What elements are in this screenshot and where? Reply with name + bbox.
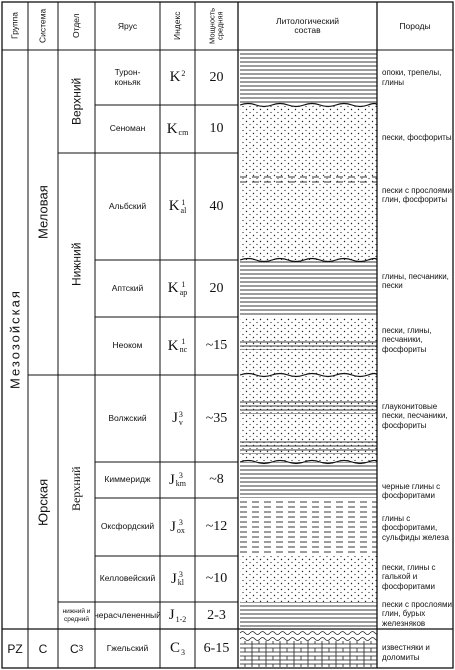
index-sub: nc xyxy=(179,345,188,354)
rocks-cell: глины с фосфоритами, сульфиды железа xyxy=(382,514,449,542)
stage-cell: Аптский xyxy=(111,282,144,293)
rocks-cell: глины, песчаники, пески xyxy=(382,271,449,290)
index-sub: 1-2 xyxy=(175,614,187,624)
thickness-cell: ~12 xyxy=(205,519,228,534)
header-index: Индекс xyxy=(172,11,183,41)
header-group: Группа xyxy=(9,12,20,40)
index-sup: 3 xyxy=(178,518,183,528)
index-suffix xyxy=(176,608,187,623)
stage-cell: Турон-коньяк xyxy=(114,66,141,87)
section-c3: C 3 xyxy=(69,641,84,656)
rocks-cell: опоки, трепелы, глины xyxy=(382,68,442,87)
group-mesozoic: Мезозойская xyxy=(7,289,23,390)
thickness-cell: ~35 xyxy=(205,410,228,426)
index-main: J xyxy=(170,518,176,535)
stage-cell: Гжельский xyxy=(106,642,149,653)
rocks-cell: пески с прослоями глин, фосфориты xyxy=(382,185,452,204)
index-suffix xyxy=(181,199,187,214)
section-lower-cretaceous: Нижний xyxy=(69,242,84,286)
rocks-cell: черные глины с фосфоритами xyxy=(382,481,441,500)
header-rocks: Породы xyxy=(399,20,431,31)
index-suffix xyxy=(179,411,183,426)
thickness-cell: 20 xyxy=(209,69,224,85)
index-sub xyxy=(181,78,185,86)
thickness-cell: ~8 xyxy=(209,472,224,487)
system-jurassic: Юрская xyxy=(35,478,51,526)
stage-cell: нерасчлененный xyxy=(94,609,161,620)
header-thickness: Мощность средняя xyxy=(207,7,225,45)
section-upper-cretaceous: Верхний xyxy=(69,77,84,126)
index-sup: 1 xyxy=(181,197,186,207)
index-suffix xyxy=(177,519,185,534)
index-main: C xyxy=(169,640,180,656)
index-sup: 1 xyxy=(181,279,186,289)
index-main: K xyxy=(169,69,181,85)
index-sup: 3 xyxy=(178,409,183,419)
thickness-cell: 2-3 xyxy=(207,607,226,623)
index-main: J xyxy=(172,410,178,426)
index-main: J xyxy=(168,607,175,623)
index-cell xyxy=(160,105,195,153)
index-sup: 3 xyxy=(178,570,183,580)
system-cretaceous: Меловая xyxy=(35,185,51,240)
rocks-cell: пески, фосфориты xyxy=(382,132,452,142)
rocks-cell: пески, глины с галькой и фосфоритами xyxy=(382,563,436,591)
index-sup: 3 xyxy=(178,471,183,481)
index-sup: 1 xyxy=(181,337,186,347)
index-cell xyxy=(160,602,195,629)
index-suffix xyxy=(181,641,185,656)
rocks-cell: пески с прослоями глин, бурых железняков xyxy=(382,600,452,628)
index-cell xyxy=(160,260,195,317)
index-suffix xyxy=(181,70,185,85)
thickness-cell: ~10 xyxy=(205,571,228,586)
thickness-cell: 10 xyxy=(209,121,224,136)
index-main: K xyxy=(167,280,179,296)
header-system: Система xyxy=(37,8,48,44)
index-cell xyxy=(160,153,195,260)
stage-cell: Сеноман xyxy=(109,123,146,134)
section-lower-middle: нижний и средний xyxy=(62,608,91,623)
index-cell xyxy=(160,556,195,602)
index-sub: kl xyxy=(177,578,185,587)
section-upper-jurassic: Верхний xyxy=(69,466,83,511)
header-section: Отдел xyxy=(71,13,82,39)
index-sub: ap xyxy=(179,287,188,297)
stage-cell: Альбский xyxy=(108,200,147,211)
index-suffix xyxy=(178,571,184,586)
index-sub: al xyxy=(180,205,187,215)
index-main: K xyxy=(167,337,179,354)
system-c: C xyxy=(38,641,48,656)
index-sub: 3 xyxy=(181,647,185,657)
index-suffix xyxy=(180,281,188,296)
index-main: K xyxy=(166,120,178,137)
stage-cell: Киммеридж xyxy=(104,474,151,485)
index-main: J xyxy=(170,570,177,587)
index-cell xyxy=(160,629,195,668)
index-cell xyxy=(160,375,195,462)
header-stage: Ярус xyxy=(117,20,138,31)
rocks-cell: известняки и доломиты xyxy=(382,643,430,662)
thickness-cell: 20 xyxy=(209,280,224,296)
index-cell xyxy=(160,317,195,375)
stage-cell: Неоком xyxy=(112,340,143,351)
group-pz: PZ xyxy=(7,641,23,656)
header-lithology: Литологический состав xyxy=(276,16,339,35)
index-sup: 2 xyxy=(181,68,186,78)
index-sub: km xyxy=(175,479,187,488)
index-cell xyxy=(160,462,195,498)
index-main: J xyxy=(168,471,175,488)
thickness-cell: 40 xyxy=(209,198,224,214)
thickness-cell: ~15 xyxy=(205,338,228,353)
stage-cell: Оксфордский xyxy=(100,521,155,532)
rocks-cell: глауконитовые пески, песчаники, фосфориты xyxy=(382,402,448,430)
rocks-cell: пески, глины, песчаники, фосфориты xyxy=(382,326,432,354)
index-suffix xyxy=(179,121,189,136)
index-suffix xyxy=(180,338,188,353)
index-cell xyxy=(160,50,195,105)
thickness-cell: 6-15 xyxy=(203,640,230,656)
index-sub: cm xyxy=(178,128,189,137)
index-sub: v xyxy=(178,417,183,427)
stage-cell: Келловейский xyxy=(99,573,156,584)
index-main: K xyxy=(168,198,180,214)
index-cell xyxy=(160,498,195,556)
stage-cell: Волжский xyxy=(108,412,147,423)
index-sub: ox xyxy=(176,526,185,535)
index-suffix xyxy=(176,472,186,487)
